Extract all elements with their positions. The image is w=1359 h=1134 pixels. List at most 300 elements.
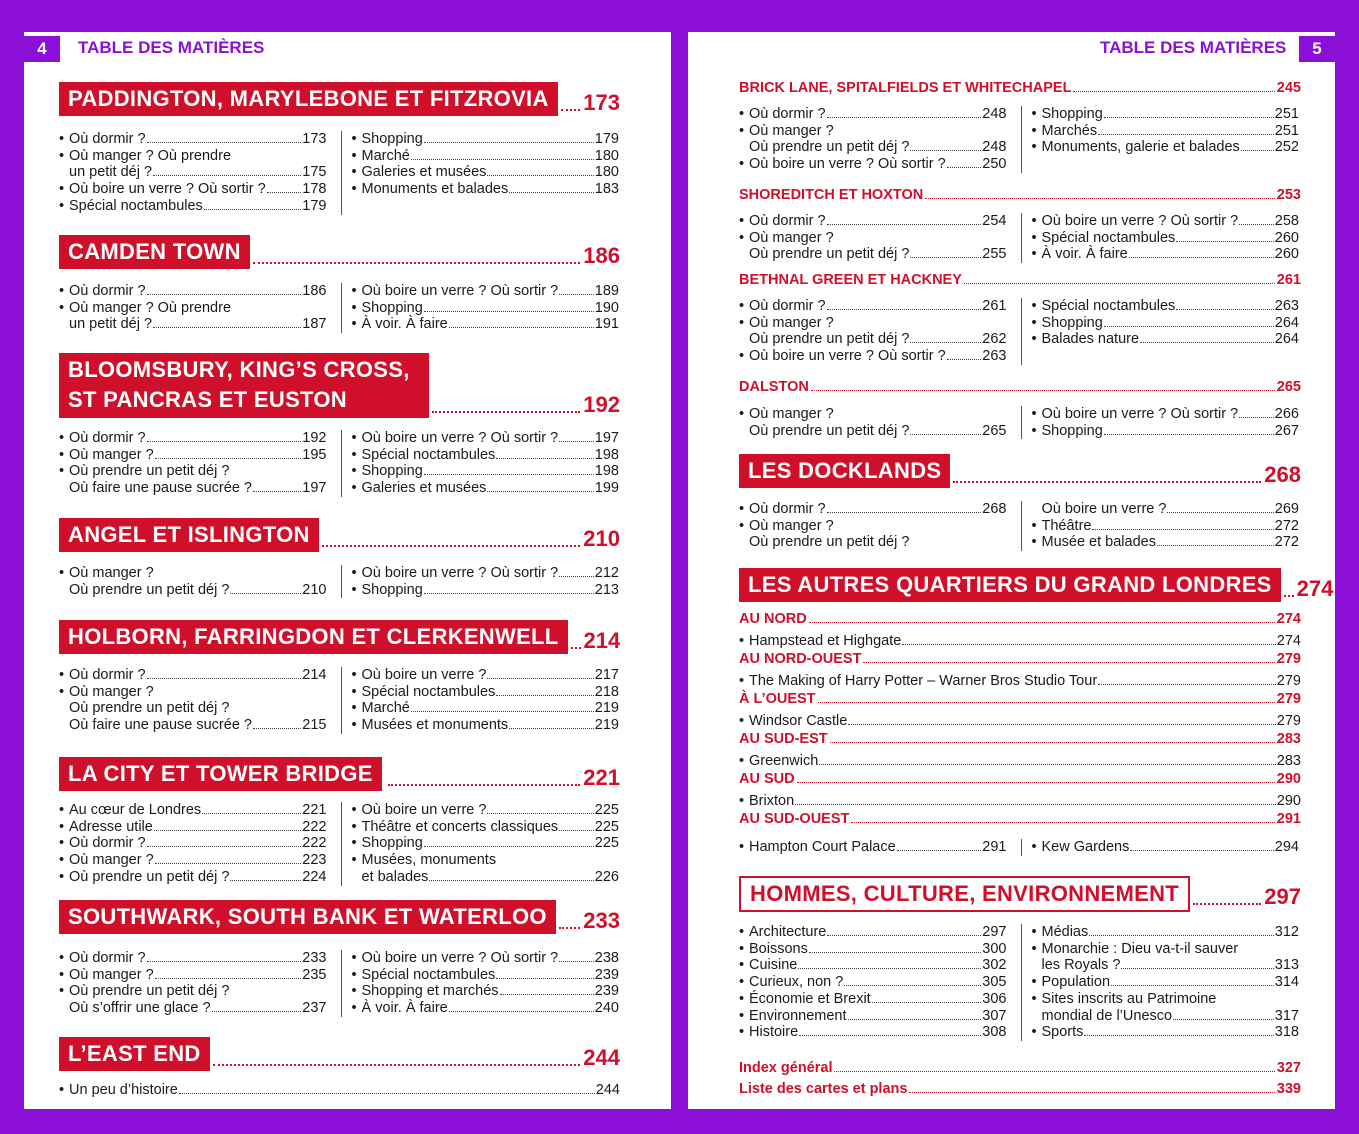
entry-page: 291 [982, 839, 1007, 855]
entry-label: Monarchie : Dieu va-t-il sauver [1041, 940, 1239, 957]
entries-column [1021, 924, 1300, 1041]
bullet-icon: • [1031, 990, 1037, 1007]
toc-entry[interactable] [352, 852, 620, 885]
bullet-icon: • [739, 633, 745, 649]
bullet-icon: • [739, 974, 745, 991]
entry-page: 258 [1274, 213, 1299, 229]
entry-label: Monuments, galerie et balades [1041, 139, 1240, 156]
toc-entry[interactable] [352, 463, 620, 480]
toc-entry[interactable] [739, 791, 1301, 811]
bullet-icon: • [59, 197, 65, 214]
toc-entry[interactable] [59, 181, 327, 198]
toc-entry[interactable] [739, 991, 1007, 1008]
entry-label: Musées et monuments [361, 717, 509, 734]
toc-entry[interactable] [739, 123, 1007, 156]
toc-entry[interactable] [59, 967, 327, 984]
section-page: 210 [583, 526, 620, 551]
bullet-icon: • [739, 673, 745, 689]
bullet-icon: • [1031, 839, 1037, 855]
entry-page: 218 [594, 683, 619, 700]
entry-page: 318 [1274, 1024, 1299, 1041]
bullet-icon: • [351, 480, 357, 497]
toc-entry[interactable] [59, 447, 327, 464]
entry-label: Spécial noctambules [1041, 229, 1176, 246]
bullet-icon: • [1031, 534, 1037, 551]
toc-entry[interactable] [1032, 406, 1300, 423]
entry-label: Spécial noctambules [361, 966, 496, 983]
bullet-icon: • [739, 122, 745, 139]
entry-label: Curieux, non ? [749, 974, 844, 991]
toc-entry[interactable] [352, 835, 620, 852]
entry-label: Marchés [1041, 122, 1098, 139]
entry-page: 302 [982, 957, 1007, 974]
toc-entry[interactable] [739, 751, 1301, 771]
entry-page: 252 [1274, 139, 1299, 156]
bullet-icon: • [1031, 314, 1037, 331]
toc-entry[interactable] [59, 565, 327, 598]
section-heading[interactable] [59, 900, 620, 934]
header-title-right: TABLE DES MATIÈRES [1100, 38, 1287, 57]
entry-label: Shopping [1041, 106, 1103, 122]
toc-entry[interactable] [1032, 106, 1300, 123]
toc-entry[interactable] [739, 501, 1007, 518]
entry-label: Boissons [749, 940, 808, 957]
entries-column [59, 283, 327, 333]
entry-page: 240 [594, 1000, 619, 1017]
bullet-icon: • [351, 835, 357, 852]
entry-label: Spécial noctambules [69, 197, 203, 214]
toc-entry[interactable] [59, 684, 327, 734]
toc-entry[interactable] [739, 924, 1007, 941]
toc-entry[interactable] [352, 148, 620, 165]
toc-entry[interactable] [59, 131, 327, 148]
entry-page: 266 [1274, 406, 1299, 422]
entry-label: Où manger ? Où prendre [69, 147, 232, 164]
entry-label: Où s’offrir une glace ? [69, 1000, 211, 1017]
district-heading[interactable]: AU SUD-OUEST 291 [739, 811, 1301, 827]
toc-entry[interactable] [352, 283, 620, 300]
toc-entry[interactable] [59, 983, 327, 1016]
entries [59, 950, 619, 1017]
entries-column [1021, 501, 1300, 551]
subsection-heading[interactable] [739, 272, 1301, 288]
toc-entry[interactable] [739, 298, 1007, 315]
section-heading[interactable] [59, 353, 620, 418]
entry-label: Marché [361, 700, 410, 717]
bullet-icon: • [1031, 924, 1037, 940]
subsection-title: SHOREDITCH ET HOXTON [739, 187, 924, 203]
entries-column [59, 430, 327, 497]
entry-label: Où manger ? [69, 683, 154, 700]
entry-label: Théâtre [1041, 517, 1092, 534]
section-title: CAMDEN TOWN [59, 235, 250, 269]
toc-entry[interactable] [59, 283, 327, 300]
toc-entry[interactable] [1032, 991, 1300, 1024]
toc-entry[interactable] [352, 684, 620, 701]
toc-entry[interactable] [1032, 941, 1300, 974]
toc-entry[interactable] [352, 967, 620, 984]
toc-entry[interactable] [739, 711, 1301, 731]
entry-page: 179 [302, 197, 327, 214]
entry-page: 300 [982, 940, 1007, 957]
toc-entry[interactable] [352, 565, 620, 582]
entries [739, 298, 1299, 365]
entry-page: 224 [302, 868, 327, 885]
toc-entry[interactable] [59, 1082, 620, 1099]
toc-entry[interactable] [739, 106, 1007, 123]
entry-label: Où dormir ? [69, 131, 146, 147]
bullet-icon: • [1031, 122, 1037, 139]
entries-column [341, 802, 620, 886]
entry-page: 183 [594, 181, 619, 198]
toc-entry[interactable] [739, 213, 1007, 230]
toc-entry[interactable] [1032, 1024, 1300, 1041]
entry-page: 219 [594, 700, 619, 717]
entry-label: Histoire [749, 1024, 799, 1041]
toc-entry[interactable] [1032, 213, 1300, 230]
entry-label: Où prendre un petit déj ? [69, 868, 230, 885]
entry-label: Où boire un verre ? Où sortir ? [361, 565, 559, 581]
entry-page: 265 [982, 422, 1007, 439]
entries [739, 839, 1299, 856]
entry-page: 198 [594, 463, 619, 480]
bullet-icon: • [739, 106, 745, 122]
bullet-icon: • [59, 1082, 65, 1098]
toc-entry[interactable] [739, 974, 1007, 991]
section-heading[interactable] [739, 876, 1301, 910]
entry-page: 225 [594, 835, 619, 852]
toc-entry[interactable] [739, 406, 1007, 439]
entry-page: 283 [1276, 753, 1301, 769]
toc-entry[interactable] [352, 1000, 620, 1017]
bullet-icon: • [351, 131, 357, 147]
bullet-icon: • [1031, 1024, 1037, 1041]
entry-page: 217 [594, 667, 619, 683]
entries [59, 667, 619, 734]
toc-entry[interactable] [59, 198, 327, 215]
toc-entry[interactable] [352, 717, 620, 734]
entry-page: 237 [302, 1000, 327, 1017]
section-heading[interactable] [739, 454, 1301, 488]
entry-label: Population [1041, 974, 1111, 991]
section-title: L’EAST END [59, 1037, 210, 1071]
entry-page: 308 [982, 1024, 1007, 1041]
section-page: 192 [583, 392, 620, 417]
toc-entry[interactable] [352, 480, 620, 497]
toc-entry[interactable] [352, 131, 620, 148]
bullet-icon: • [351, 966, 357, 983]
bullet-icon: • [351, 983, 357, 1000]
subsection-heading[interactable] [739, 187, 1301, 203]
section-heading[interactable] [59, 620, 620, 654]
entry-label: Où prendre un petit déj ? [749, 246, 910, 263]
bullet-icon: • [59, 818, 65, 835]
toc-entry[interactable] [352, 430, 620, 447]
entry-page: 314 [1274, 974, 1299, 991]
entry-label: Où manger ? Où prendre [69, 299, 232, 316]
entry-page: 239 [594, 983, 619, 1000]
entries-column [739, 106, 1007, 173]
entry-page: 279 [1276, 673, 1301, 689]
entry-page: 173 [302, 131, 327, 147]
toc-entry[interactable] [1032, 839, 1300, 856]
entry-page: 197 [302, 480, 327, 497]
entry-page: 248 [982, 106, 1007, 122]
entry-page: 264 [1274, 331, 1299, 348]
section-title: BLOOMSBURY, KING’S CROSS, ST PANCRAS ET EUSTON [59, 353, 429, 418]
entry-label: Un peu d’histoire [69, 1082, 178, 1098]
section-page: 221 [583, 765, 620, 790]
toc-entry[interactable] [1032, 331, 1300, 348]
bullet-icon: • [739, 314, 745, 331]
entries [59, 283, 619, 333]
bullet-icon: • [739, 1024, 745, 1041]
maps-list-title: Liste des cartes et plans [739, 1081, 908, 1097]
entry-label: Spécial noctambules [1041, 298, 1176, 314]
district-heading[interactable]: AU NORD-OUEST 279 [739, 651, 1301, 667]
toc-entry[interactable] [352, 950, 620, 967]
bullet-icon: • [739, 753, 745, 769]
bullet-icon: • [59, 181, 65, 198]
entry-label: Environnement [749, 1007, 847, 1024]
section-heading[interactable] [59, 235, 620, 269]
toc-entry[interactable] [59, 430, 327, 447]
outer-districts [739, 611, 1301, 856]
entries [739, 924, 1299, 1041]
bullet-icon: • [739, 990, 745, 1007]
toc-entry[interactable] [1032, 123, 1300, 140]
toc-entry[interactable] [1032, 534, 1300, 551]
bullet-icon: • [59, 802, 65, 818]
bullet-icon: • [739, 839, 745, 855]
section-heading[interactable] [59, 82, 620, 116]
page-number-right: 5 [1299, 36, 1335, 62]
toc-entry[interactable] [59, 802, 327, 819]
bullet-icon: • [59, 446, 65, 463]
toc-entry[interactable] [1032, 230, 1300, 247]
bullet-icon: • [59, 283, 65, 299]
toc-entry[interactable] [1032, 139, 1300, 156]
entry-label: Où dormir ? [69, 667, 146, 683]
section-title: LES AUTRES QUARTIERS DU GRAND LONDRES [739, 568, 1281, 602]
entry-label: Où dormir ? [749, 501, 826, 517]
toc-entry[interactable] [739, 957, 1007, 974]
toc-entry[interactable] [352, 316, 620, 333]
entries-column [739, 924, 1007, 1041]
bullet-icon: • [351, 950, 357, 966]
entry-page: 187 [302, 316, 327, 333]
entry-page: 251 [1274, 122, 1299, 139]
bullet-icon: • [1031, 331, 1037, 348]
entries-column [59, 131, 327, 215]
entry-page: 186 [302, 283, 327, 299]
toc-entry[interactable] [1032, 423, 1300, 440]
entry-label: Sports [1041, 1024, 1084, 1041]
bullet-icon: • [739, 406, 745, 422]
toc-entry[interactable] [1032, 924, 1300, 941]
bullet-icon: • [739, 957, 745, 974]
entry-label: Où manger ? [69, 446, 154, 463]
toc-entry[interactable] [59, 667, 327, 684]
entry-label: Où prendre un petit déj ? [749, 534, 910, 551]
bullet-icon: • [739, 940, 745, 957]
section-page: 214 [583, 628, 621, 653]
toc-entry[interactable] [352, 164, 620, 181]
entry-label: Shopping [361, 131, 423, 147]
toc-entry[interactable] [59, 819, 327, 836]
entry-label: Où prendre un petit déj ? [69, 581, 230, 598]
section-title: SOUTHWARK, SOUTH BANK ET WATERLOO [59, 900, 556, 934]
toc-entry[interactable] [739, 348, 1007, 365]
section-heading[interactable] [59, 757, 620, 791]
toc-entry[interactable] [739, 631, 1301, 651]
entry-label: Kew Gardens [1041, 839, 1130, 855]
toc-entry[interactable] [59, 148, 327, 181]
bullet-icon: • [1031, 246, 1037, 263]
bullet-icon: • [59, 868, 65, 885]
toc-entry[interactable] [1032, 501, 1300, 518]
section-heading[interactable] [59, 518, 620, 552]
toc-entry[interactable] [59, 300, 327, 333]
entry-label: mondial de l’Unesco [1041, 1007, 1173, 1024]
district-heading[interactable]: À L’OUEST 279 [739, 691, 1301, 707]
toc-entry[interactable] [739, 156, 1007, 173]
district-heading[interactable]: AU NORD 274 [739, 611, 1301, 627]
toc-entry[interactable] [59, 852, 327, 869]
toc-entry[interactable] [739, 941, 1007, 958]
subsection-heading[interactable] [739, 379, 1301, 395]
entry-page: 279 [1276, 713, 1301, 729]
entry-page: 306 [982, 990, 1007, 1007]
section-heading[interactable] [59, 1037, 620, 1071]
entry-label: Balades nature [1041, 331, 1140, 348]
subsection-title: BRICK LANE, SPITALFIELDS ET WHITECHAPEL [739, 80, 1072, 96]
section-title: PADDINGTON, MARYLEBONE ET FITZROVIA [59, 82, 558, 116]
entry-label: Galeries et musées [361, 480, 487, 497]
bullet-icon: • [59, 430, 65, 446]
toc-entry[interactable] [1032, 246, 1300, 263]
maps-list-link[interactable] [739, 1081, 1301, 1097]
toc-entry[interactable] [739, 1024, 1007, 1041]
toc-entry[interactable] [739, 839, 1007, 856]
toc-entry[interactable] [59, 463, 327, 496]
entry-page: 189 [594, 283, 619, 299]
toc-entry[interactable] [352, 802, 620, 819]
bullet-icon: • [59, 147, 65, 164]
subsection-heading[interactable] [739, 80, 1301, 96]
subsection-page: 261 [1276, 272, 1301, 288]
entry-label: Shopping et marchés [361, 983, 499, 1000]
bullet-icon: • [1031, 517, 1037, 534]
entry-page: 307 [982, 1007, 1007, 1024]
bullet-icon: • [351, 852, 357, 869]
toc-entry[interactable] [1032, 298, 1300, 315]
entry-label: Où boire un verre ? [361, 802, 487, 818]
toc-entry[interactable] [352, 181, 620, 198]
toc-entry[interactable] [739, 230, 1007, 263]
bullet-icon: • [351, 581, 357, 598]
toc-entry[interactable] [352, 300, 620, 317]
entry-label: Musée et balades [1041, 534, 1156, 551]
section-page: 244 [583, 1045, 620, 1070]
bullet-icon: • [351, 667, 357, 683]
entry-label: Où prendre un petit déj ? [69, 463, 230, 480]
entry-label: Hampton Court Palace [749, 839, 896, 855]
entries-column [59, 802, 327, 886]
toc-entry[interactable] [59, 950, 327, 967]
entry-label: Où boire un verre ? Où sortir ? [749, 348, 946, 365]
entry-page: 219 [594, 717, 619, 734]
entry-label: Où boire un verre ? Où sortir ? [361, 430, 559, 446]
entry-page: 267 [1274, 422, 1299, 439]
toc-entry[interactable] [739, 671, 1301, 691]
entry-page: 313 [1274, 957, 1299, 974]
entry-label: Théâtre et concerts classiques [361, 818, 559, 835]
bullet-icon: • [351, 147, 357, 164]
toc-entry[interactable] [739, 518, 1007, 551]
toc-entry[interactable] [352, 819, 620, 836]
entry-label: Shopping [361, 835, 423, 852]
entry-page: 297 [982, 924, 1007, 940]
entries-column [59, 667, 327, 734]
section-heading[interactable] [739, 568, 1334, 602]
entry-label: Monuments et balades [361, 181, 509, 198]
bullet-icon: • [739, 298, 745, 314]
entry-label: un petit déj ? [69, 316, 153, 333]
toc-entry[interactable] [59, 835, 327, 852]
entry-page: 180 [594, 147, 619, 164]
toc-entry[interactable] [1032, 974, 1300, 991]
district-heading[interactable]: AU SUD-EST 283 [739, 731, 1301, 747]
maps-list-page: 339 [1276, 1081, 1301, 1097]
entries [739, 501, 1299, 551]
entry-label: Où manger ? [749, 122, 834, 139]
entries-column [739, 213, 1007, 263]
toc-entry[interactable] [352, 700, 620, 717]
entry-label: Où faire une pause sucrée ? [69, 717, 252, 734]
entry-page: 222 [302, 835, 327, 852]
toc-entry[interactable] [352, 447, 620, 464]
index-link[interactable] [739, 1060, 1301, 1076]
toc-entry[interactable] [739, 1008, 1007, 1025]
toc-entry[interactable] [352, 983, 620, 1000]
toc-entry[interactable] [739, 315, 1007, 348]
entry-page: 233 [302, 950, 327, 966]
entry-label: Où dormir ? [69, 835, 146, 852]
entry-label: À voir. À faire [1041, 246, 1128, 263]
entries-column [341, 667, 620, 734]
district-heading[interactable]: AU SUD 290 [739, 771, 1301, 787]
entry-label: Shopping [1041, 314, 1103, 331]
toc-entry[interactable] [1032, 315, 1300, 332]
bullet-icon: • [1031, 422, 1037, 439]
bullet-icon: • [739, 348, 745, 365]
entry-label: Où dormir ? [749, 213, 826, 229]
entry-label: Où prendre un petit déj ? [69, 983, 230, 1000]
entry-label: Sites inscrits au Patrimoine [1041, 990, 1217, 1007]
toc-entry[interactable] [352, 582, 620, 599]
entry-page: 239 [594, 966, 619, 983]
bullet-icon: • [739, 517, 745, 534]
toc-entry[interactable] [352, 667, 620, 684]
entries [739, 406, 1299, 439]
toc-entry[interactable] [1032, 518, 1300, 535]
toc-entry[interactable] [59, 869, 327, 886]
bullet-icon: • [351, 818, 357, 835]
bullet-icon: • [59, 950, 65, 966]
bullet-icon: • [351, 717, 357, 734]
entry-label: Où manger ? [69, 966, 154, 983]
